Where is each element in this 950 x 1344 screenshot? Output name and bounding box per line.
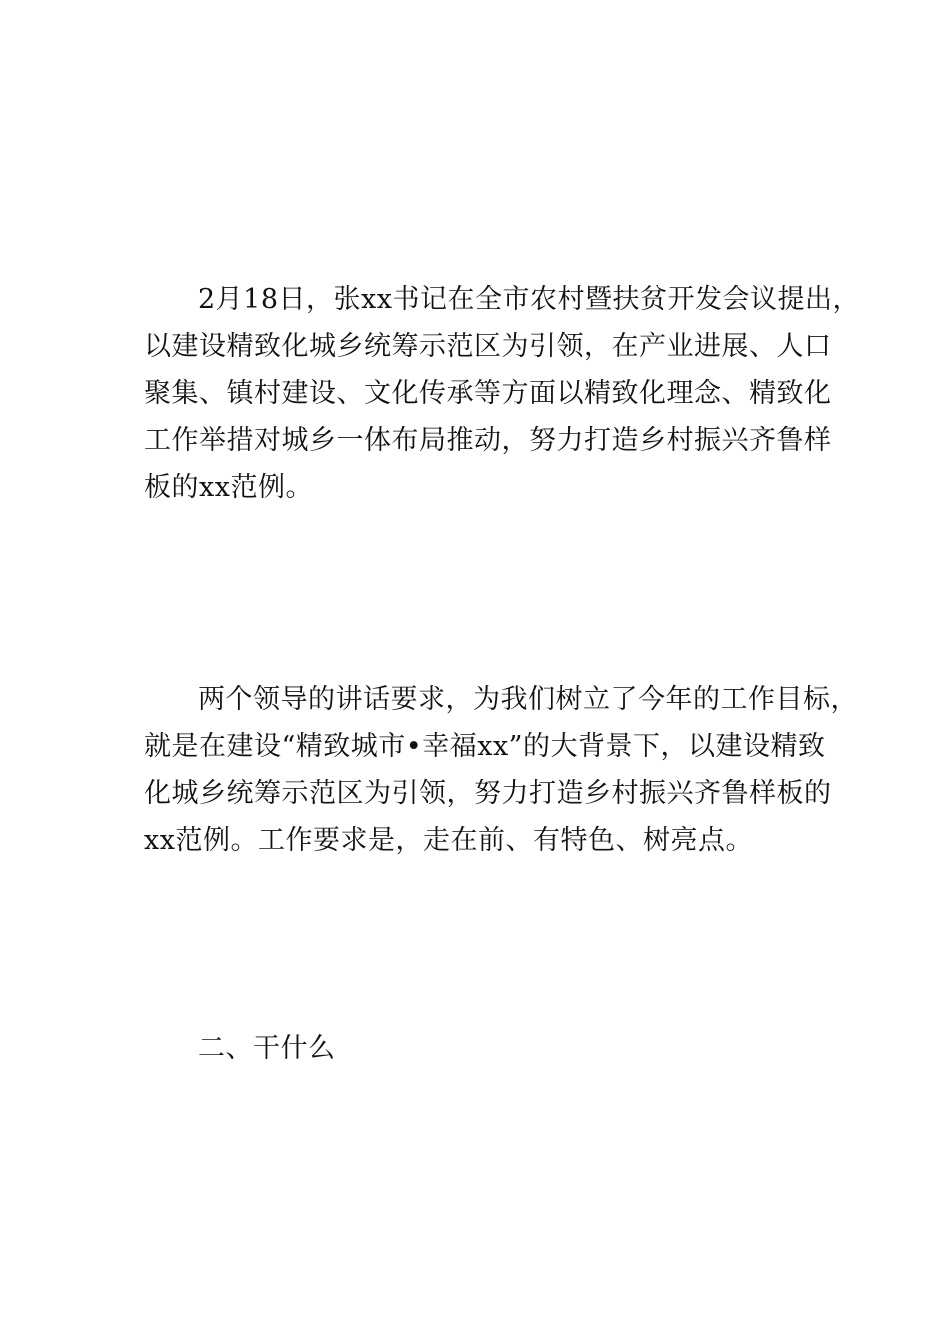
section-heading [144, 1025, 336, 1072]
paragraph-line: 板的xx范例。 [144, 472, 313, 503]
paragraph-line: 两个领导的讲话要求，为我们树立了今年的工作目标， [198, 684, 858, 715]
paragraph-line: 2月18日，张xx书记在全市农村暨扶贫开发会议提出， [198, 284, 860, 315]
section-heading-text: 二、干什么 [198, 1033, 336, 1064]
paragraph-line: 工作举措对城乡一体布局推动，努力打造乡村振兴齐鲁样 [144, 425, 832, 456]
paragraph-work-goals [144, 676, 858, 864]
paragraph-line: 化城乡统筹示范区为引领，努力打造乡村振兴齐鲁样板的 [144, 778, 832, 809]
paragraph-meeting-proposal [144, 276, 860, 511]
paragraph-line: 以建设精致化城乡统筹示范区为引领，在产业进展、人口 [144, 331, 832, 362]
paragraph-line: 就是在建设“精致城市•幸福xx”的大背景下，以建设精致 [144, 731, 826, 762]
paragraph-line: xx范例。工作要求是，走在前、有特色、树亮点。 [144, 825, 753, 856]
paragraph-line: 聚集、镇村建设、文化传承等方面以精致化理念、精致化 [144, 378, 832, 409]
